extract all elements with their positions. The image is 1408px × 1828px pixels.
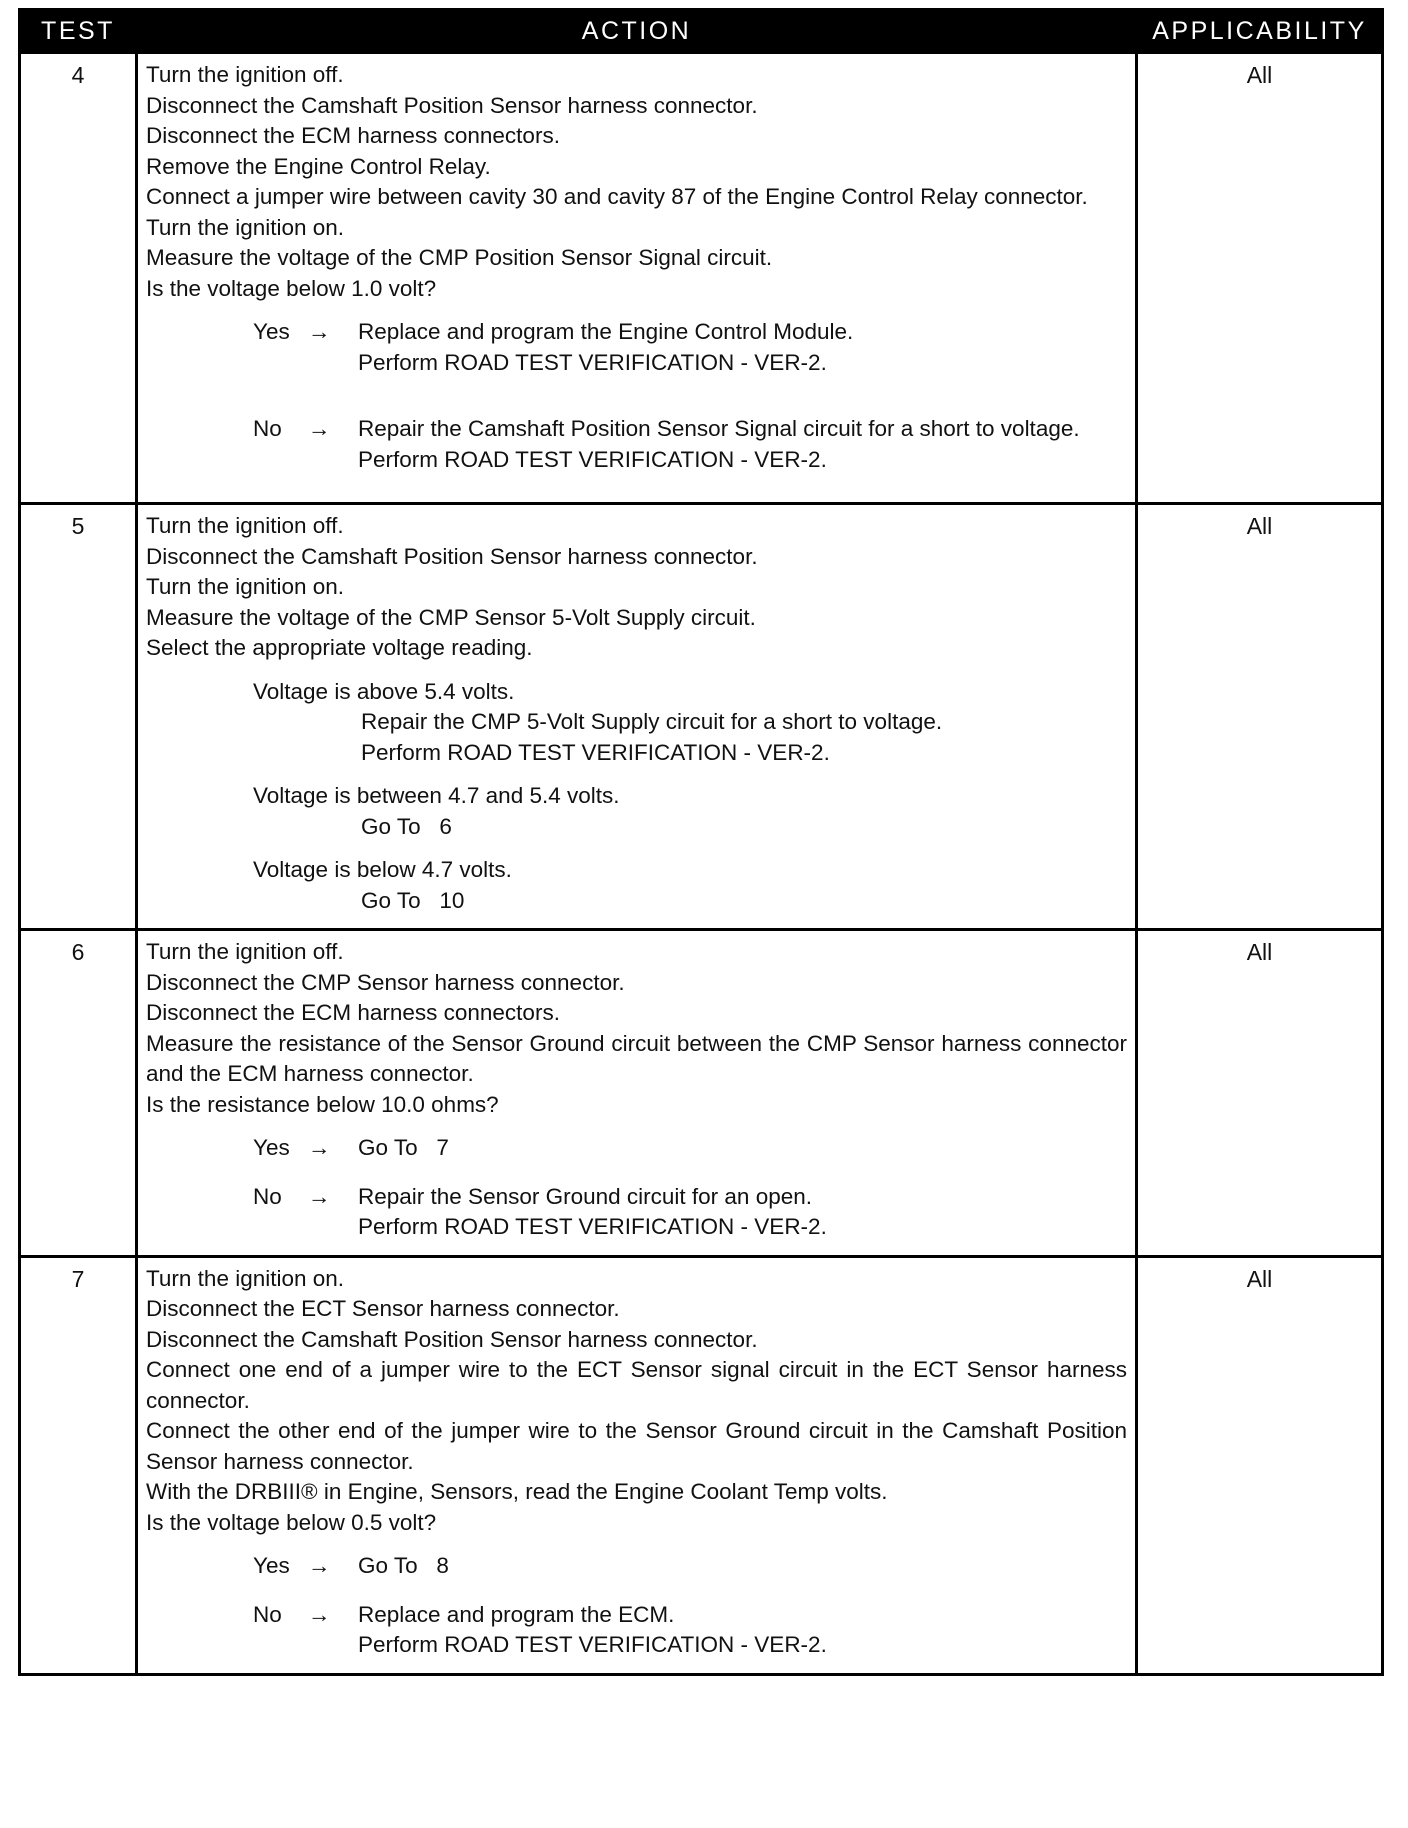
right-arrow-icon: → [308,1183,331,1209]
answer-list [146,1551,1127,1661]
table-row [20,930,1383,1257]
option-above-5-4 [253,677,1127,769]
action-step: Measure the resistance of the Sensor Ground circuit between the CMP Sensor harness connector and the ECM harness connector. [146,1030,1127,1086]
option-condition: Voltage is below 4.7 volts. [253,857,512,882]
answer-label: No [253,1183,282,1209]
answer-yes [146,317,1127,378]
action-cell [137,53,1137,504]
option-between [253,781,1127,842]
answer-body [358,1551,1127,1582]
answer-line: Go To 7 [358,1135,449,1160]
applicability-value: All [1137,1256,1383,1674]
answer-line: Perform ROAD TEST VERIFICATION - VER-2. [358,349,827,375]
action-cell [137,1256,1137,1674]
option-result: Perform ROAD TEST VERIFICATION - VER-2. [361,739,830,765]
action-step: Disconnect the Camshaft Position Sensor harness connector. [146,543,758,569]
answer-line: Perform ROAD TEST VERIFICATION - VER-2. [358,1214,827,1239]
action-step: Connect one end of a jumper wire to the ECT Sensor signal circuit in the ECT Sensor harness connector. [146,1357,1127,1413]
action-step: Turn the ignition on. [146,574,345,599]
applicability-value: All [1137,930,1383,1257]
option-result: Go To 10 [361,887,465,913]
table-header [20,10,1383,53]
action-cell [137,504,1137,930]
action-step: Turn the ignition off. [146,513,344,538]
right-arrow-icon: → [308,1601,331,1627]
test-number: 7 [20,1256,137,1674]
voltage-options [146,677,1127,917]
action-step: Disconnect the CMP Sensor harness connector. [146,969,625,995]
answer-no [146,414,1127,475]
answer-yes [146,1551,1127,1582]
diagnostic-test-table [18,8,1384,1676]
action-step: Is the voltage below 1.0 volt? [146,275,437,301]
action-step: Select the appropriate voltage reading. [146,635,533,660]
answer-label: Yes [253,1553,290,1578]
test-number: 4 [20,53,137,504]
action-step: Is the resistance below 10.0 ohms? [146,1091,499,1117]
action-step: Measure the voltage of the CMP Sensor 5-Volt Supply circuit. [146,604,756,630]
action-step: Disconnect the ECT Sensor harness connector. [146,1296,620,1321]
action-step: Measure the voltage of the CMP Position Sensor Signal circuit. [146,245,773,270]
answer-label: Yes [253,319,290,344]
answer-body [358,1182,1127,1243]
answer-line: Perform ROAD TEST VERIFICATION - VER-2. [358,446,827,472]
action-step: Disconnect the ECM harness connectors. [146,123,560,148]
action-step: Connect a jumper wire between cavity 30 and cavity 87 of the Engine Control Relay connector. [146,184,1088,209]
action-step: Turn the ignition on. [146,1265,345,1291]
action-cell [137,930,1137,1257]
action-step: Disconnect the Camshaft Position Sensor harness connector. [146,1326,758,1352]
table-row [20,53,1383,504]
table-row [20,504,1383,930]
answer-line: Go To 8 [358,1553,449,1578]
option-condition: Voltage is above 5.4 volts. [253,678,515,704]
answer-label: No [253,416,282,441]
action-step: Connect the other end of the jumper wire to the Sensor Ground circuit in the Camshaft Position Sensor harness connector. [146,1418,1127,1474]
action-step: Remove the Engine Control Relay. [146,153,491,179]
header-test: TEST [20,10,137,53]
answer-label: Yes [253,1135,290,1160]
answer-body [358,1133,1127,1164]
answer-line: Replace and program the Engine Control Module. [358,319,854,344]
answer-line: Repair the Camshaft Position Sensor Signal circuit for a short to voltage. [358,416,1080,441]
answer-list [146,317,1127,475]
answer-yes [146,1133,1127,1164]
option-result: Repair the CMP 5-Volt Supply circuit for a short to voltage. [361,709,943,734]
answer-line: Perform ROAD TEST VERIFICATION - VER-2. [358,1632,827,1657]
answer-no [146,1182,1127,1243]
applicability-value: All [1137,504,1383,930]
action-step: Disconnect the Camshaft Position Sensor harness connector. [146,92,758,118]
applicability-value: All [1137,53,1383,504]
answer-body [358,317,1127,378]
header-applicability: APPLICABILITY [1137,10,1383,53]
answer-body [358,1600,1127,1661]
answer-list [146,1133,1127,1243]
answer-body [358,414,1127,475]
action-step: Is the voltage below 0.5 volt? [146,1509,437,1535]
header-action: ACTION [137,10,1137,53]
action-step: Turn the ignition off. [146,62,344,87]
action-step: Turn the ignition on. [146,214,345,240]
right-arrow-icon: → [308,1135,331,1160]
table-row [20,1256,1383,1674]
right-arrow-icon: → [308,1553,331,1578]
answer-line: Repair the Sensor Ground circuit for an open. [358,1183,812,1209]
answer-label: No [253,1601,282,1627]
right-arrow-icon: → [308,416,331,441]
test-number: 6 [20,930,137,1257]
right-arrow-icon: → [308,319,331,344]
answer-no [146,1600,1127,1661]
action-step: With the DRBIII® in Engine, Sensors, read the Engine Coolant Temp volts. [146,1479,888,1504]
option-below-4-7 [253,855,1127,916]
answer-line: Replace and program the ECM. [358,1601,675,1627]
action-step: Disconnect the ECM harness connectors. [146,1000,560,1025]
action-step: Turn the ignition off. [146,939,344,964]
option-result: Go To 6 [361,813,452,839]
test-number: 5 [20,504,137,930]
option-condition: Voltage is between 4.7 and 5.4 volts. [253,783,620,808]
